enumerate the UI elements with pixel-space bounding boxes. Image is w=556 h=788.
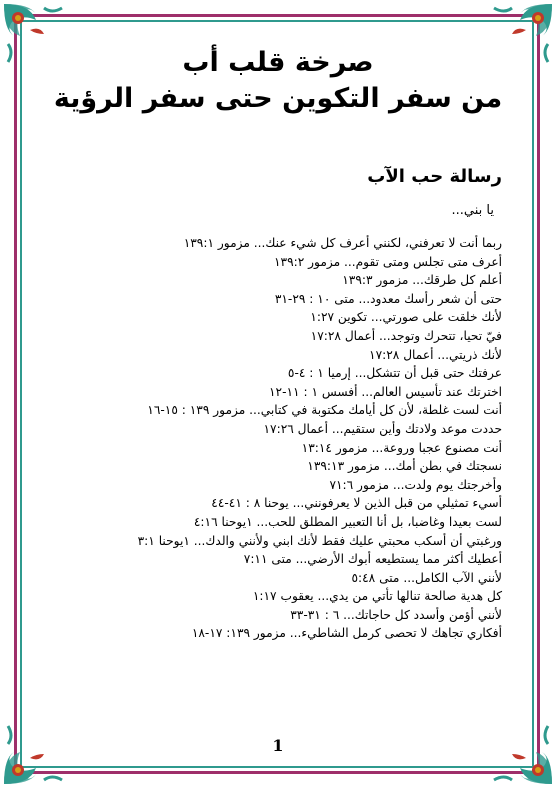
verse-line: نسجتك في بطن أمك... مزمور ١٣٩:١٣: [307, 459, 502, 474]
verse-line: لأنني أؤمن وأسدد كل حاجاتك... ٦ : ٣١-٣٣: [290, 607, 502, 622]
verse-line: حتى أن شعر رأسك معدود... متى ١٠ : ٢٩-٣١: [274, 291, 502, 306]
verse-line: لأنك ذريتي... أعمال ١٧:٢٨: [369, 347, 502, 362]
verse-line: كل هدية صالحة تنالها تأتي من يدي... يعقوب ١:١٧: [252, 589, 502, 604]
verse-line: ربما أنت لا تعرفني، لكنني أعرف كل شيء عنك... مزمور ١٣٩:١: [183, 236, 502, 250]
verse-line: حددت موعد ولادتك وأين ستقيم... أعمال ١٧:٢٦: [263, 421, 502, 436]
verse-line: أعلم كل طرقك... مزمور ١٣٩:٣: [342, 273, 502, 288]
verse-line: لأنك خلقت على صورتي... تكوين ١:٢٧: [310, 310, 502, 325]
verse-line: أعرف متى تجلس ومتى تقوم... مزمور ١٣٩:٢: [274, 254, 502, 269]
verse-line: فيّ تحيا، تتحرك وتوجد... أعمال ١٧:٢٨: [310, 328, 502, 343]
greeting: يا بني...: [451, 203, 494, 218]
verse-line: أفكاري تجاهك لا تحصى كرمل الشاطيء... مزمور ١٣٩: ١٧-١٨: [191, 626, 502, 641]
verse-line: أعطيك أكثر مما يستطيعه أبوك الأرضي... متى ٧:١١: [243, 552, 502, 567]
verse-line: ورغبتي أن أسكب محبتي عليك فقط لأنك ابني ولأنني والدك... ١يوحنا ٣:١: [137, 533, 502, 548]
verse-line: لأنني الآب الكامل... متى ٥:٤٨: [351, 570, 502, 585]
verse-line: أنت مصنوع عجبا وروعة... مزمور ١٣:١٤: [301, 440, 502, 455]
verse-line: أنت لست غلطة، لأن كل أيامك مكتوبة في كتابي... مزمور ١٣٩ : ١٥-١٦: [147, 403, 502, 418]
verse-line: عرفتك حتى قبل أن تتشكل... إرميا ١ : ٤-٥: [287, 366, 502, 381]
page-title: صرخة قلب أب: [182, 47, 374, 78]
section-title: رسالة حب الآب: [367, 166, 502, 187]
page-number: 1: [272, 736, 284, 755]
page-subtitle: من سفر التكوين حتى سفر الرؤية: [53, 83, 503, 114]
page-content: [40, 46, 516, 788]
verse-line: اخترتك عند تأسيس العالم... أفسس ١ : ١١-١٢: [269, 384, 502, 399]
verse-line: وأخرجتك يوم ولدت... مزمور ٧١:٦: [329, 477, 502, 492]
verse-list: [40, 234, 502, 643]
verse-line: لست بعيدا وغاضبا، بل أنا التعبير المطلق للحب... ١يوحنا ٤:١٦: [193, 514, 502, 529]
verse-line: أسيء تمثيلي من قبل الذين لا يعرفونني... يوحنا ٨ : ٤١-٤٤: [211, 496, 502, 511]
